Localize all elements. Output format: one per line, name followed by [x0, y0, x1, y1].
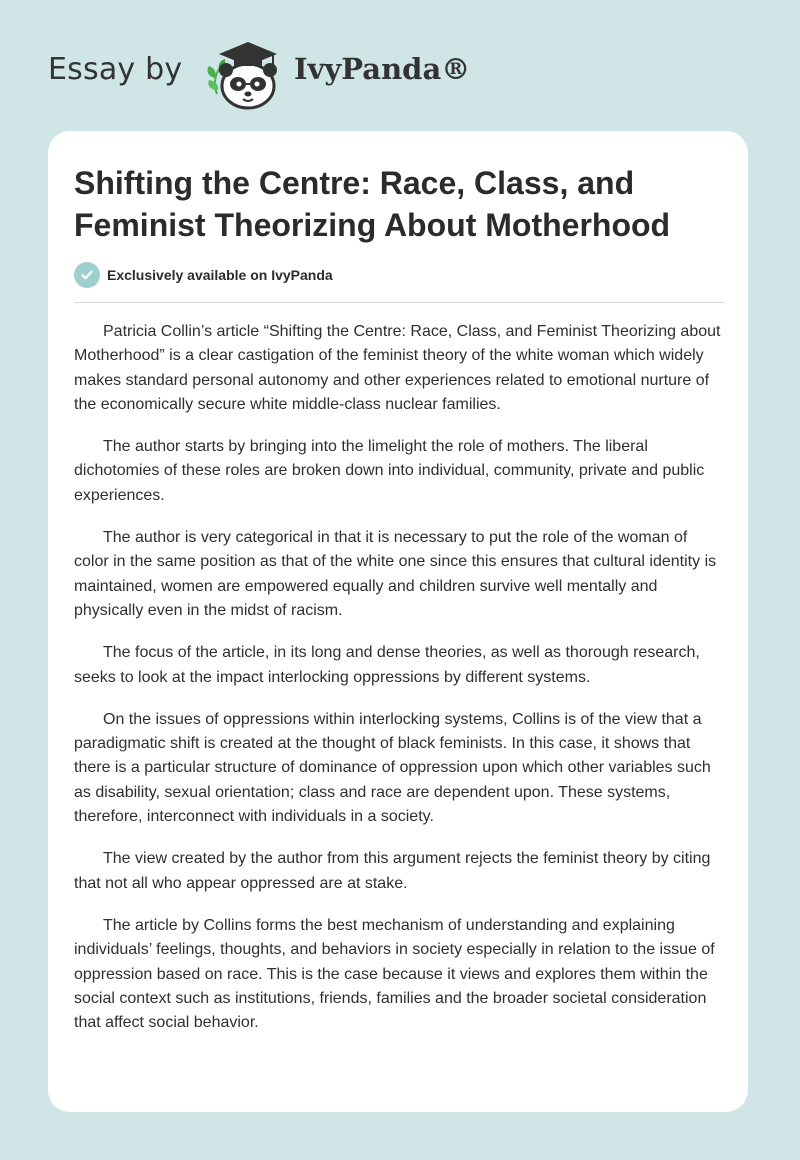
exclusive-badge	[74, 262, 333, 288]
paragraph: The focus of the article, in its long and dense theories, as well as thorough research, seeks to look at the impact interlocking oppressions by different systems.	[74, 644, 700, 686]
paragraph: The view created by the author from this argument rejects the feminist theory by citing that not all who appear oppressed are at stake.	[74, 850, 711, 892]
brand-name: IvyPanda®	[294, 52, 471, 86]
essay-body	[74, 320, 724, 1053]
paragraph: On the issues of oppressions within interlocking systems, Collins is of the view that a paradigmatic shift is created at the thought of black feminists. In this case, it shows that there is a particular structure of dominance of oppression upon which other variables such as disability, sexual orientation; class and race are dependent upon. These systems, therefore, interconnect with individuals in a society.	[74, 710, 711, 826]
essay-title: Shifting the Centre: Race, Class, and Feminist Theorizing About Motherhood	[74, 165, 671, 243]
paragraph: The author is very categorical in that it is necessary to put the role of the woman of color in the same position as that of the white one since this ensures that cultural identity is maintained, women are empowered equally and children survive well mentally and physically even in the midst of racism.	[74, 529, 717, 619]
exclusive-badge-label: Exclusively available on IvyPanda	[107, 267, 333, 283]
ivypanda-logo-icon[interactable]	[203, 34, 293, 110]
essay-by-label: Essay by	[48, 52, 183, 87]
brand-header	[48, 34, 471, 110]
essay-card	[48, 131, 748, 1112]
paragraph: The author starts by bringing into the limelight the role of mothers. The liberal dichotomies of these roles are broken down into individual, community, private and public experiences.	[74, 438, 705, 504]
paragraph: The article by Collins forms the best mechanism of understanding and explaining individuals’ feelings, thoughts, and behaviors in society especially in relation to the issue of oppression based on race. This is the case because it views and explores them within the social context such as institutions, friends, families and the broader societal consideration that affect social behavior.	[74, 916, 715, 1032]
check-icon	[74, 262, 100, 288]
divider	[74, 302, 724, 303]
paragraph: Patricia Collin’s article “Shifting the Centre: Race, Class, and Feminist Theorizing about Motherhood” is a clear castigation of the feminist theory of the white woman which widely makes standard personal autonomy and other experiences related to emotional nurture of the economically secure white middle-class nuclear families.	[74, 323, 721, 413]
